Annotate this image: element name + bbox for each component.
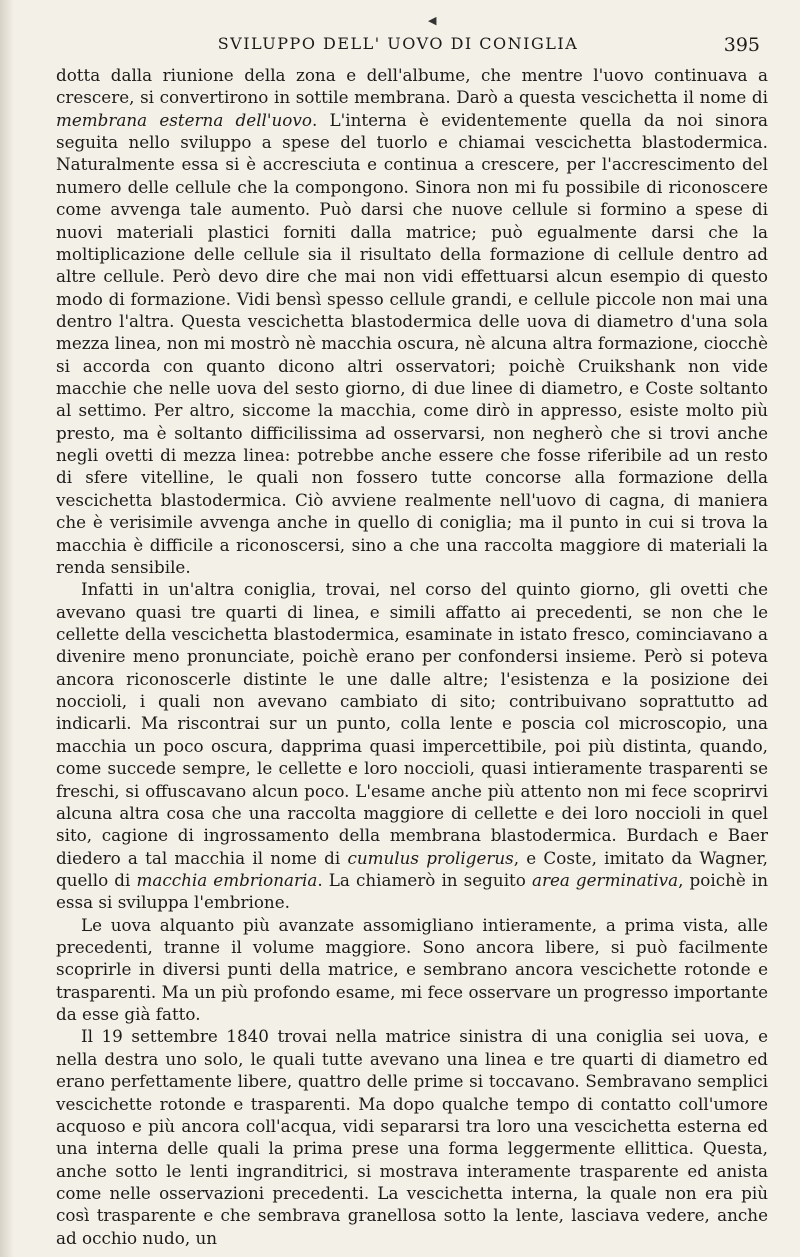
text-run: , e Coste, imitato da Wagner, quello di — [56, 847, 768, 890]
page-header — [0, 34, 800, 58]
body-text — [56, 64, 768, 1249]
paragraph-3 — [56, 914, 768, 1026]
text-run: Il 19 settembre 1840 trovai nella matrice sinistra di una coniglia sei uova, e nella destra uno solo, le quali tutte avevano una linea e tre quarti di diametro ed erano perfettamente libere, quattro delle prime si toccavano. Sembravano semplici vescichette rotonde e trasparenti. Ma dopo qualche tempo di contatto coll'umore acquoso e più ancora coll'acqua, vidi separarsi tra loro una vescichetta esterna ed una interna delle quali la prima prese una forma leggermente ellittica. Questa, anche sotto le lenti ingranditrici, si mostrava interamente trasparente ed anista come nelle osservazioni precedenti. La vescichetta interna, la quale non era più così trasparente e che sembrava granellosa sotto la lente, lasciava vedere, anche ad occhio nudo, un — [56, 1026, 768, 1248]
paragraph-1 — [56, 64, 768, 578]
term-italic: area germinativa — [531, 869, 679, 890]
paragraph-4 — [56, 1025, 768, 1249]
text-run: dotta dalla riunione della zona e dell'albume, che mentre l'uovo continuava a crescere, si convertirono in sottile membrana. Darò a questa vescichetta il nome di — [56, 65, 768, 108]
term-italic: cumulus proligerus — [347, 847, 514, 868]
text-run: . L'interna è evidentemente quella da noi sinora seguita nello sviluppo a spese del tuorlo e chiamai vescichetta blastodermica. Naturalmente essa si è accresciuta e continua a crescere, per l'accrescimento del numero delle cellule che la compongono. Sinora non mi fu possibile di riconoscere come avvenga tale aumento. Può darsi che nuove cellule si formino a spese di nuovi materiali plastici forniti dalla matrice; può egualmente darsi che la moltiplicazione delle cellule sia il risultato della formazione di cellule dentro ad altre cellule. Però devo dire che mai non vidi effettuarsi alcun esempio di questo modo di formazione. Vidi bensì spesso cellule grandi, e cellule piccole non mai una dentro l'altra. Questa vescichetta blastodermica delle uova di diametro d'una sola mezza linea, non mi mostrò nè macchia oscura, nè alcuna altra formazione, ciocchè si accorda con quanto dicono altri osservatori; poichè Cruikshank non vide macchie che nelle uova del sesto giorno, di due linee di diametro, e Coste soltanto al settimo. Per altro, siccome la macchia, come dirò in appresso, esiste molto più presto, ma è soltanto difficilissima ad osservarsi, non negherò che si trovi anche negli ovetti di mezza linea: potrebbe anche essere che fosse riferibile ad un resto di sfere vitelline, le quali non fossero tutte concorse alla formazione della vescichetta blastodermica. Ciò avviene realmente nell'uovo di cagna, di maniera che è verisimile avvenga anche in quello di coniglia; ma il punto in cui si trova la macchia è difficile a riconoscersi, sino a che una raccolta maggiore di materiali la renda sensibile. — [56, 109, 768, 577]
text-run: Le uova alquanto più avanzate assomigliano intieramente, a prima vista, alle precedenti, tranne il volume maggiore. Sono ancora libere, si può facilmente scoprirle in diversi punti della matrice, e sembrano ancora vescichette rotonde e trasparenti. Ma un più profondo esame, mi fece osservare un progresso importante da esse già fatto. — [56, 914, 768, 1025]
printer-mark: ◀ — [428, 14, 437, 27]
paragraph-2 — [56, 578, 768, 913]
term-italic: macchia embrionaria — [136, 869, 318, 890]
text-run: . La chiamerò in seguito — [317, 869, 532, 890]
text-run: , poichè in essa si sviluppa l'embrione. — [56, 869, 768, 913]
running-head: SVILUPPO DELL' UOVO DI CONIGLIA — [217, 34, 579, 53]
page-number: 395 — [723, 34, 760, 56]
text-run: Infatti in un'altra coniglia, trovai, nel corso del quinto giorno, gli ovetti che avevano quasi tre quarti di linea, e simili affatto ai precedenti, se non che le cellette della vescichetta blastodermica, esaminate in istato fresco, cominciavano a divenire meno pronunciate, poichè erano per confondersi insieme. Però si poteva ancora riconoscerle distinte le une dalle altre; l'esistenza e la posizione dei noccioli, i quali non avevano cambiato di sito; contribuivano soprattutto ad indicarli. Ma riscontrai sur un punto, colla lente e poscia col microscopio, una macchia un poco oscura, dapprima quasi impercettibile, poi più distinta, quando, come succede sempre, le cellette e loro noccioli, quasi intieramente trasparenti se freschi, si offuscavano alcun poco. L'esame anche più attento non mi fece scoprirvi alcuna altra cosa che una raccolta maggiore di cellette e dei loro noccioli in quel sito, cagione di ingrossamento della membrana blastodermica. Burdach e Baer diedero a tal macchia il nome di — [56, 579, 768, 868]
page-gutter-shadow — [0, 0, 14, 1257]
term-italic: membrana esterna dell'uovo — [56, 109, 312, 130]
